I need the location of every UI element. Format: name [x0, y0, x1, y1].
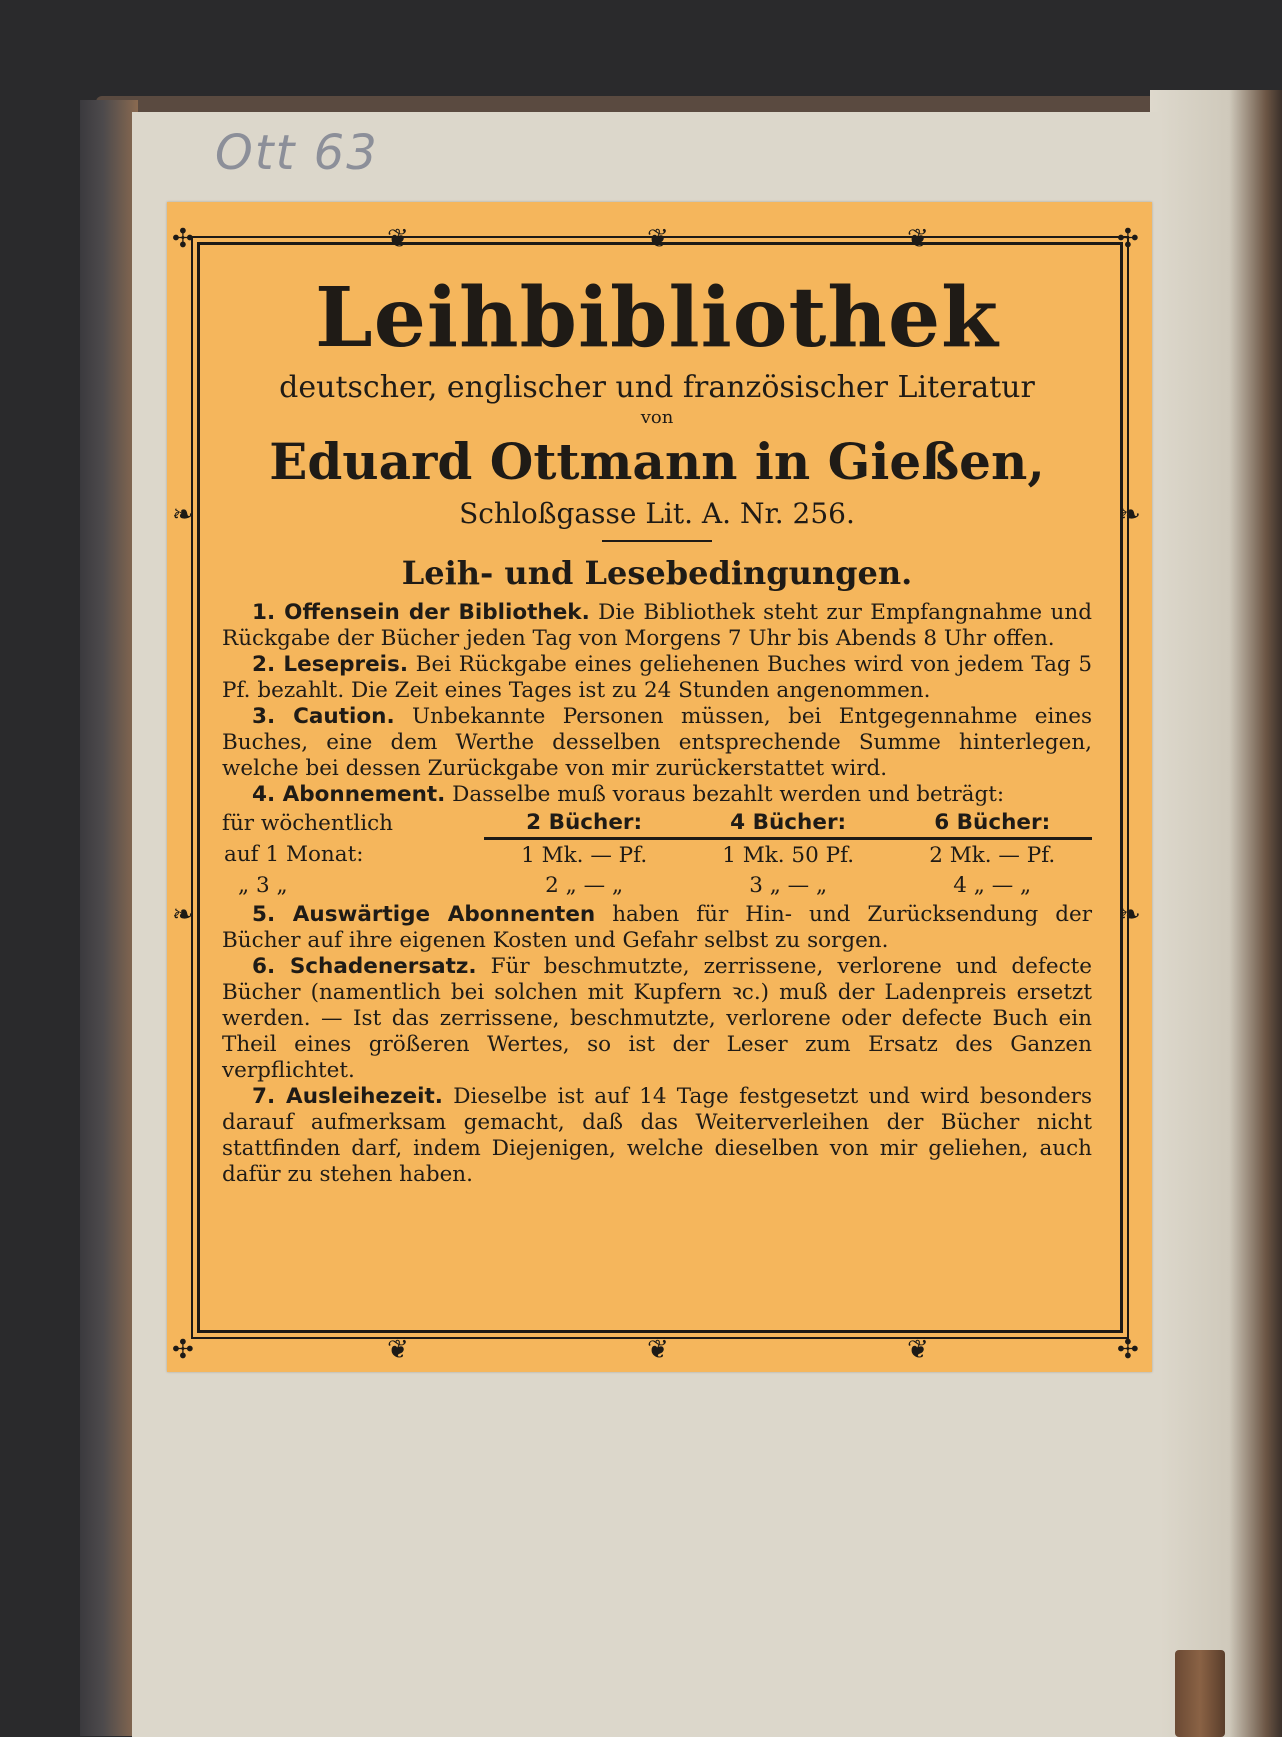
book-spine [1150, 90, 1282, 1737]
pricing-table [222, 810, 1092, 900]
label-subtitle: deutscher, englischer und französischer Literatur [279, 370, 1035, 405]
table-row [222, 870, 1092, 900]
pricing-header: 6 Bücher: [892, 810, 1092, 839]
rule-paragraph: 4. Abonnement. Dasselbe muß voraus bezahlt werden und beträgt: [252, 782, 1005, 807]
scroll-ornament-icon: ❦ [387, 1335, 409, 1365]
label-address: Schloßgasse Lit. A. Nr. 256. [459, 497, 855, 530]
rule-paragraph: 3. Caution. Unbekannte Personen müssen, bei Entgegennahme eines Buches, eine dem Werthe desselben entsprechende Summe hinterlegen, welche bei dessen Zurückgabe von mir zurückerstattet wird. [222, 704, 1092, 781]
label-owner: Eduard Ottmann in Gießen, [269, 432, 1045, 491]
pricing-cell: 1 Mk. 50 Pf. [722, 842, 855, 868]
rule-paragraph: 7. Ausleihezeit. Dieselbe ist auf 14 Tage festgesetzt und wird besonders darauf aufmerksam gemacht, daß das Weiterverleihen der Bücher nicht stattfinden darf, indem Diejenigen, welche dieselben von mir geliehen, auch dafür zu stehen haben. [222, 1084, 1092, 1187]
pricing-header-row [222, 810, 1092, 839]
rule-paragraph: 5. Auswärtige Abonnenten haben für Hin- und Zurücksendung der Bücher auf ihre eigenen Kosten und Gefahr selbst zu sorgen. [222, 902, 1092, 953]
pricing-header: für wöchentlich [222, 810, 394, 836]
pricing-cell: 2 „ — „ [545, 872, 624, 898]
pricing-cell: 4 „ — „ [953, 872, 1032, 898]
side-ornament-icon: ❧ [1119, 500, 1141, 530]
side-ornament-icon: ❧ [172, 500, 194, 530]
side-ornament-icon: ❧ [1119, 900, 1141, 930]
divider [602, 540, 712, 542]
corner-ornament-icon: ✣ [172, 1335, 194, 1365]
scroll-ornament-icon: ❦ [387, 224, 409, 254]
cover-edge-left [80, 100, 138, 1736]
library-label [167, 202, 1152, 1372]
pricing-cell: auf 1 Monat: [224, 841, 364, 867]
scroll-ornament-icon: ❦ [647, 224, 669, 254]
ribbon-bookmark [1175, 1650, 1225, 1737]
label-von: von [640, 407, 674, 428]
label-content [222, 262, 1092, 1188]
pricing-header: 4 Bücher: [684, 810, 893, 839]
corner-ornament-icon: ✣ [1117, 224, 1139, 254]
pricing-cell: 1 Mk. — Pf. [521, 842, 648, 868]
pricing-cell: 2 Mk. — Pf. [929, 842, 1056, 868]
scroll-ornament-icon: ❦ [647, 1335, 669, 1365]
pricing-cell: „ 3 „ [238, 872, 288, 898]
label-title: Leihbibliothek [315, 270, 999, 366]
pricing-header: 2 Bücher: [484, 810, 684, 839]
corner-ornament-icon: ✣ [1117, 1335, 1139, 1365]
scroll-ornament-icon: ❦ [907, 224, 929, 254]
corner-ornament-icon: ✣ [172, 224, 194, 254]
conditions-heading: Leih- und Lesebedingungen. [401, 554, 913, 592]
table-row [222, 839, 1092, 871]
pricing-cell: 3 „ — „ [749, 872, 828, 898]
rule-paragraph: 2. Lesepreis. Bei Rückgabe eines geliehenen Buches wird von jedem Tag 5 Pf. bezahlt. Die Zeit eines Tages ist zu 24 Stunden angenommen. [222, 652, 1093, 703]
side-ornament-icon: ❧ [172, 900, 194, 930]
rule-paragraph: 6. Schadenersatz. Für beschmutzte, zerrissene, verlorene und defecte Bücher (namentlich bei solchen mit Kupfern ꝛc.) muß der Ladenpreis ersetzt werden. — Ist das zerrissene, beschmutzte, verlorene oder defecte Buch ein Theil eines größeren Wertes, so ist der Leser zum Ersatz des Ganzen verpflichtet. [222, 954, 1092, 1083]
rule-paragraph: 1. Offensein der Bibliothek. Die Bibliothek steht zur Empfangnahme und Rückgabe der Bücher jeden Tag von Morgens 7 Uhr bis Abends 8 Uhr offen. [222, 600, 1092, 651]
scroll-ornament-icon: ❦ [907, 1335, 929, 1365]
pencil-shelfmark: Ott 63 [215, 125, 379, 181]
